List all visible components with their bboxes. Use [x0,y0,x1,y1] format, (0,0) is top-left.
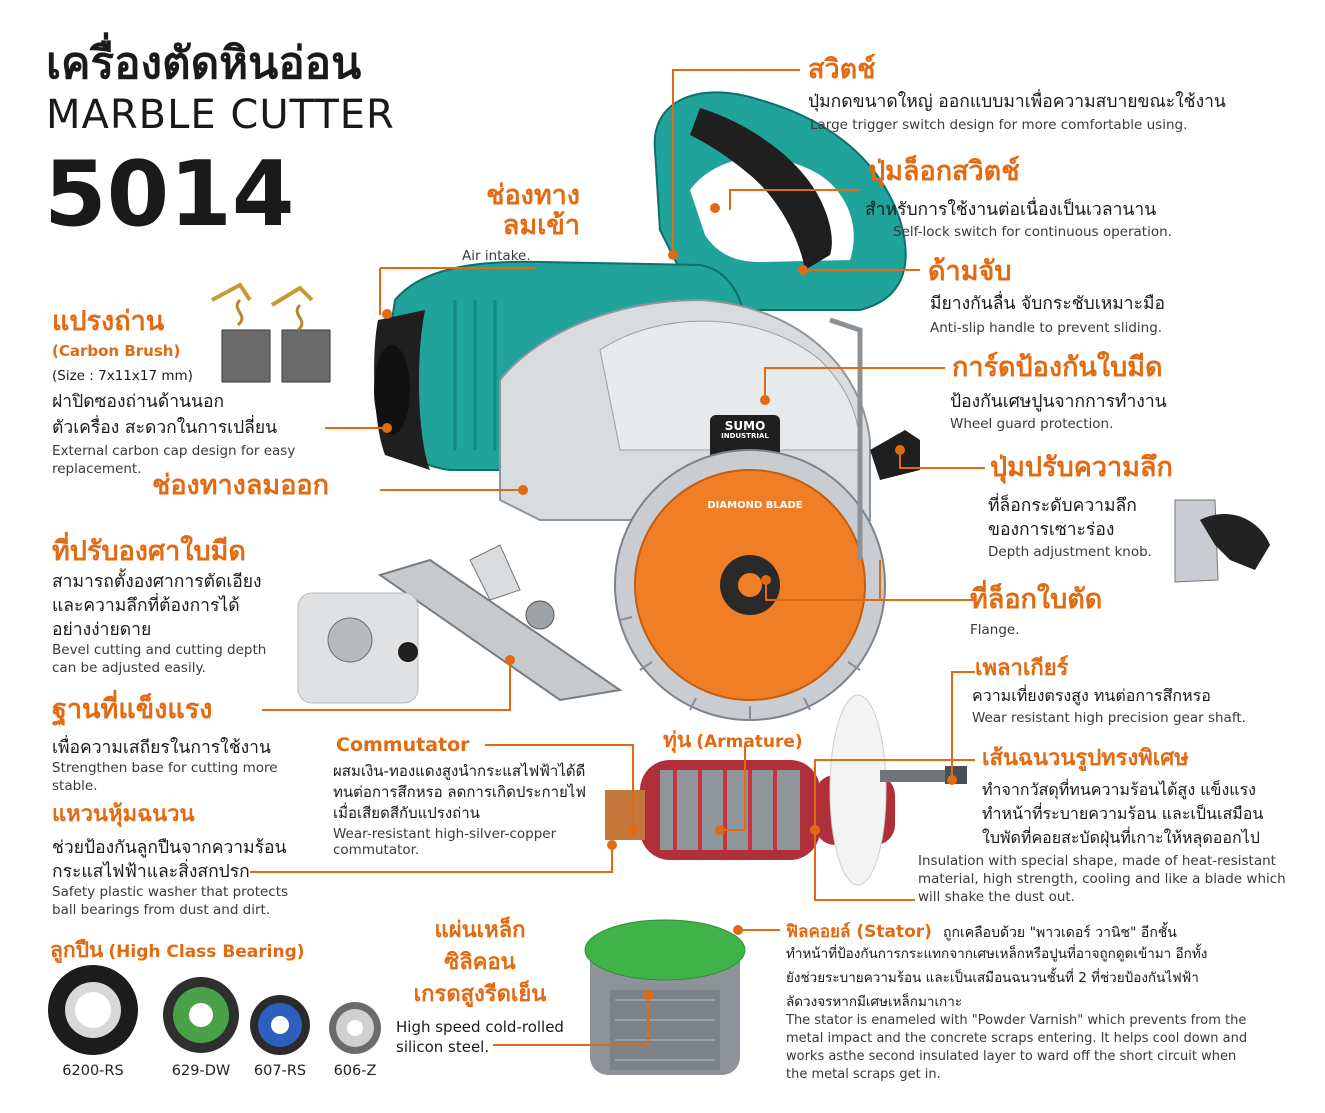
stator-desc-th-3: ลัดวงจรหากมีเศษเหล็กมาเกาะ [786,994,963,1010]
brand-sub: INDUSTRIAL [721,432,769,441]
title-english: MARBLE CUTTER [46,92,395,138]
commutator-desc-th-1: ผสมเงิน-ทองแดงสูงนำกระแสไฟฟ้าได้ดี [333,762,586,780]
armature-title-th: ทุ่น [663,728,692,752]
bearing-label: 629-DW [171,1063,231,1079]
gear-shaft-desc-th: ความเที่ยงตรงสูง ทนต่อการสึกหรอ [972,686,1211,705]
brush-desc-th-2: ตัวเครื่อง สะดวกในการเปลี่ยน [52,418,278,438]
bearings-image [48,965,381,1055]
depth-desc-th-2: ของการเซาะร่อง [988,520,1115,540]
stator-desc-en-4: the metal scraps get in. [786,1067,941,1082]
bearing-label: 6200-RS [62,1063,124,1079]
gear-shaft-desc-en: Wear resistant high precision gear shaft. [972,710,1246,726]
blade-label: DIAMOND BLADE [707,500,803,511]
washer-desc-en-2: ball bearings from dust and dirt. [52,902,271,918]
insulation-desc-th-1: ทำจากวัสดุที่ทนความร้อนได้สูง แข็งแรง [982,780,1256,799]
stator-desc-th-1: ทำหน้าที่ป้องกันการกระแทกจากเศษเหล็กหรือปูนที่อาจถูกดูดเข้ามา อีกทั้ง [786,946,1208,962]
base-desc-en-2: stable. [52,778,98,794]
insulation-desc-en-1: Insulation with special shape, made of heat-resistant [918,853,1276,869]
air-intake-title-1: ช่องทาง [486,180,580,211]
switch-desc-en: Large trigger switch design for more comfortable using. [810,117,1188,133]
stator-desc-en-3: works asthe second insulated layer to ward off the short circuit when [786,1049,1237,1064]
switch-desc-th: ปุ่มกดขนาดใหญ่ ออกแบบมาเพื่อความสบายขณะใช้งาน [808,92,1226,112]
switch-title: สวิตช์ [808,54,876,85]
steel-title-3: เกรดสูงรีดเย็น [413,982,547,1007]
brush-size: (Size : 7x11x17 mm) [52,368,193,384]
lock-title: ปุ่มล็อกสวิตช์ [868,156,1020,187]
bevel-desc-th-2: และความลึกที่ต้องการได้ [52,596,240,616]
flange-desc-en: Flange. [970,622,1020,638]
insulation-desc-en-2: material, high strength, cooling and like a blade which [918,871,1286,887]
stator-desc-en-2: metal impact and the concrete scraps entering. It helps cool down and [786,1031,1248,1046]
bevel-title: ที่ปรับองศาใบมีด [52,536,246,567]
guard-desc-en: Wheel guard protection. [950,416,1114,432]
bevel-adjust-inset [298,593,418,703]
handle-desc-en: Anti-slip handle to prevent sliding. [930,320,1163,336]
air-intake-title-2: ลมเข้า [502,210,580,241]
carbon-brush-image [212,285,330,382]
armature-label [663,724,803,757]
brush-title: แปรงถ่าน [52,306,165,337]
brand-logo [712,420,778,441]
bearing-label: 606-Z [333,1063,377,1079]
bevel-desc-th-3: อย่างง่ายดาย [52,620,152,640]
gear-shaft-title: เพลาเกียร์ [975,656,1069,681]
stator-desc-th-2: ยังช่วยระบายความร้อน และเป็นเสมือนฉนวนชั้นที่ 2 ที่ช่วยป้องกันไฟฟ้า [786,970,1199,986]
base-desc-en-1: Strengthen base for cutting more [52,760,278,776]
depth-desc-en: Depth adjustment knob. [988,544,1152,560]
guard-title: การ์ดป้องกันใบมีด [952,352,1163,383]
brush-desc-th-1: ฝาปิดซองถ่านด้านนอก [52,392,225,412]
depth-title: ปุ่มปรับความลึก [990,452,1173,483]
washer-desc-th-2: กระแสไฟฟ้าและสิ่งสกปรก [52,862,250,882]
insulation-desc-th-3: ใบพัดที่คอยสะบัดฝุ่นที่เกาะให้หลุดออกไป [982,828,1260,847]
commutator-desc-th-3: เมื่อเสียดสีกับแปรงถ่าน [333,804,480,822]
steel-title-1: แผ่นเหล็ก [434,918,526,943]
bevel-desc-th-1: สามารถตั้งองศาการตัดเอียง [52,572,262,592]
insulation-title: เส้นฉนวนรูปทรงพิเศษ [982,746,1189,771]
lock-desc-th: สำหรับการใช้งานต่อเนื่องเป็นเวลานาน [865,200,1157,220]
bevel-desc-en-1: Bevel cutting and cutting depth [52,642,267,658]
steel-title-2: ซิลิคอน [444,950,516,975]
insulation-desc-en-3: will shake the dust out. [918,889,1075,905]
air-out-title: ช่องทางลมออก [152,470,329,501]
flange-title: ที่ล็อกใบตัด [970,584,1103,615]
stator-heading [786,918,1177,945]
handle-desc-th: มียางกันลื่น จับกระชับเหมาะมือ [930,294,1166,314]
handle-title: ด้ามจับ [928,256,1012,287]
commutator-desc-th-2: ทนต่อการสึกหรอ ลดการเกิดประกายไฟ [333,783,586,801]
washer-desc-en-1: Safety plastic washer that protects [52,884,289,900]
brush-desc-en-2: replacement. [52,461,142,477]
brand-name: SUMO [724,419,766,433]
base-desc-th: เพื่อความเสถียรในการใช้งาน [52,738,271,758]
washer-desc-th-1: ช่วยป้องกันลูกปืนจากความร้อน [52,838,287,858]
commutator-title: Commutator [336,734,470,756]
depth-knob-inset [1175,500,1270,582]
steel-desc-en-1: High speed cold-rolled [396,1018,564,1036]
stator-desc-th-0: ถูกเคลือบด้วย "พาวเดอร์ วานิช" อีกชั้น [943,925,1177,941]
depth-desc-th-1: ที่ล็อกระดับความลึก [988,496,1137,516]
washer-title: แหวนหุ้มฉนวน [52,802,195,827]
feature-switch [808,54,876,85]
bevel-desc-en-2: can be adjusted easily. [52,660,206,676]
commutator-desc-en-2: commutator. [333,842,420,858]
lock-desc-en: Self-lock switch for continuous operation. [893,224,1172,240]
bearings-heading [50,934,305,967]
guard-desc-th: ป้องกันเศษปูนจากการทำงาน [950,392,1167,412]
bearings-title-en: (High Class Bearing) [108,942,305,962]
brush-title-en: (Carbon Brush) [52,342,181,360]
commutator-desc-en-1: Wear-resistant high-silver-copper [333,826,557,842]
armature-title-en: (Armature) [696,732,803,752]
bearing-label: 607-RS [253,1063,307,1079]
brush-desc-en-1: External carbon cap design for easy [52,443,296,459]
model-number: 5014 [44,142,295,247]
air-intake-desc-en: Air intake. [462,248,531,264]
stator-desc-en-1: The stator is enameled with "Powder Varnish" which prevents from the [786,1013,1247,1028]
base-title: ฐานที่แข็งแรง [52,694,213,725]
steel-desc-en-2: silicon steel. [396,1038,490,1056]
insulation-desc-th-2: ทำหน้าที่ระบายความร้อน และเป็นเสมือน [982,804,1264,823]
stator-title: ฟิลคอยล์ (Stator) [786,922,932,942]
title-thai: เครื่องตัดหินอ่อน [46,38,362,89]
bearings-title-th: ลูกปืน [50,938,104,962]
stator-image [585,920,745,1075]
